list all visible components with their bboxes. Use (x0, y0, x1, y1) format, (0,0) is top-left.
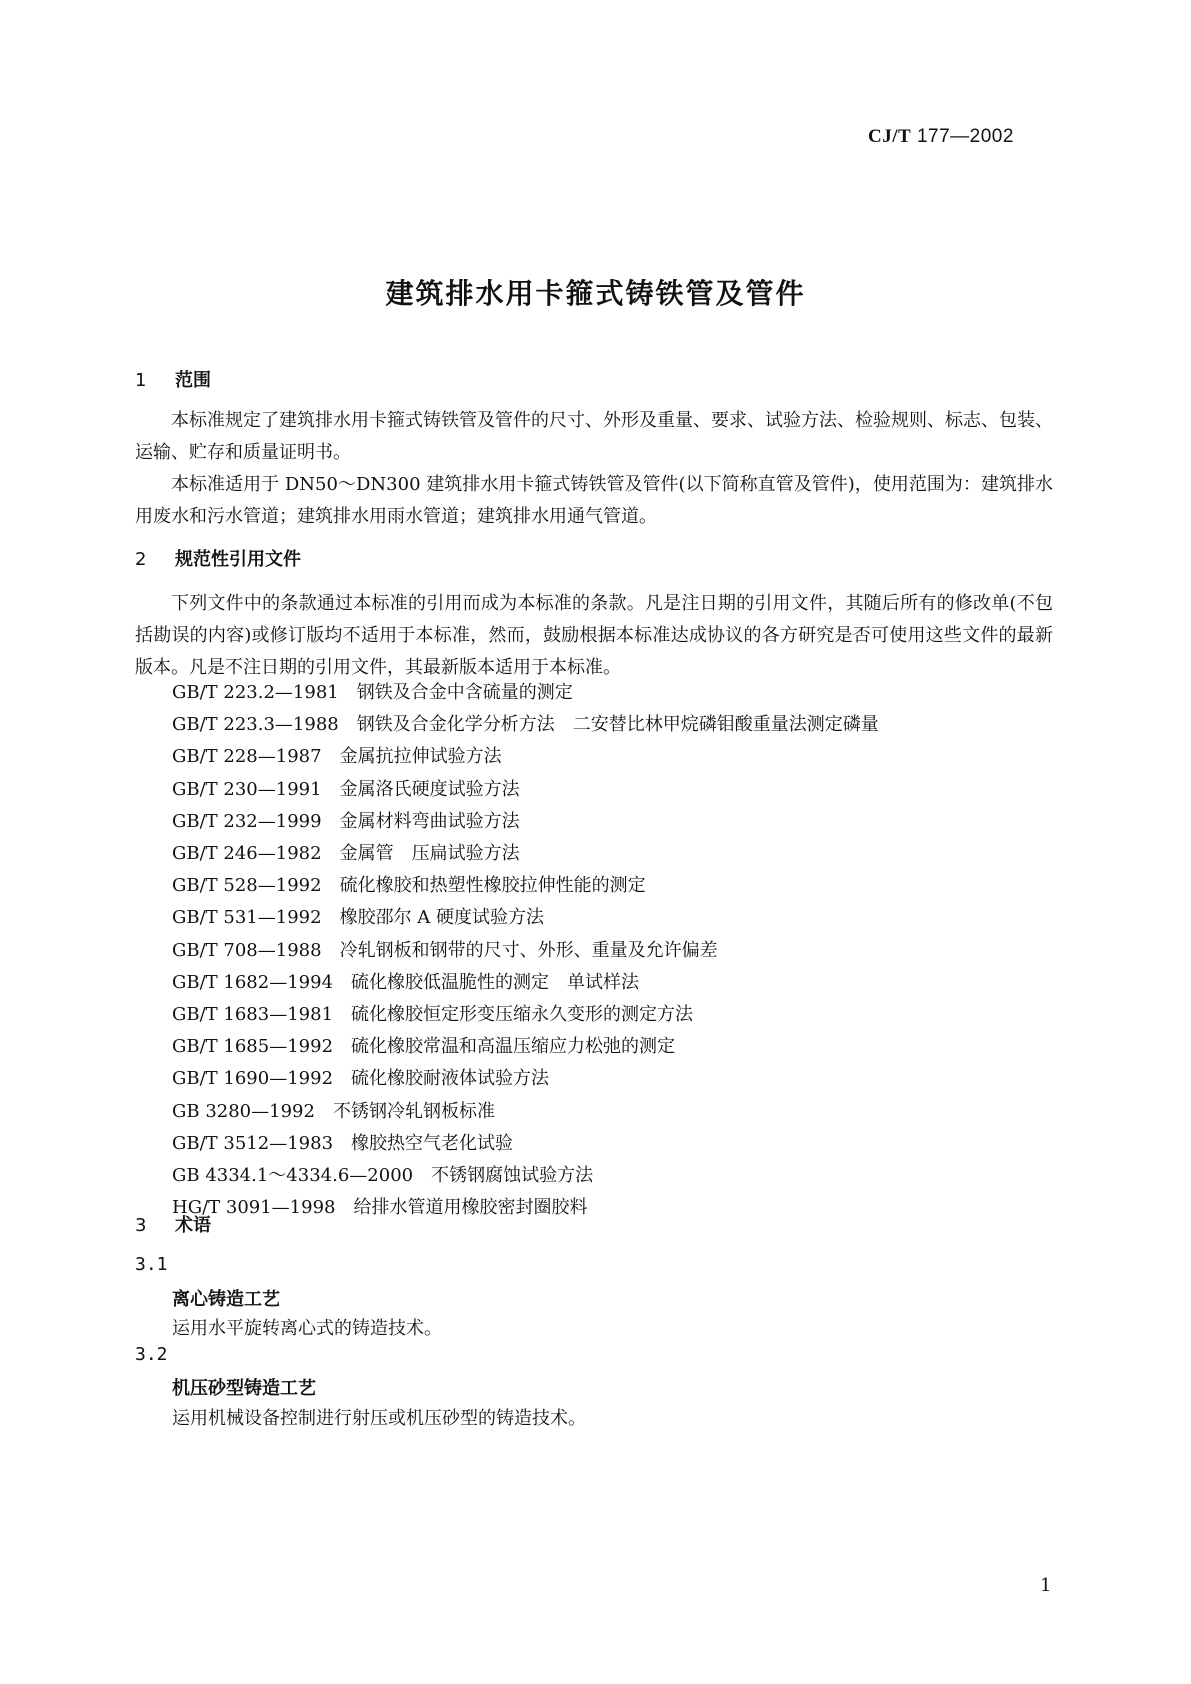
reference-title: 钢铁及合金中含硫量的测定 (356, 682, 573, 703)
reference-item (172, 838, 879, 870)
reference-code: GB/T 246—1982 (172, 843, 322, 865)
reference-title: 不锈钢腐蚀试验方法 (431, 1165, 594, 1187)
reference-code: GB/T 228—1987 (172, 746, 322, 768)
reference-item (172, 1096, 879, 1128)
reference-item (172, 902, 879, 934)
reference-code: GB/T 531—1992 (172, 907, 322, 929)
page-number: 1 (1040, 1575, 1052, 1596)
section-number: 3 (135, 1215, 147, 1236)
reference-title: 硫化橡胶低温脆性的测定 单试样法 (351, 971, 640, 993)
reference-title: 硫化橡胶常温和高温压缩应力松弛的测定 (351, 1036, 676, 1058)
reference-code: GB/T 1685—1992 (172, 1036, 334, 1058)
reference-item (172, 1160, 879, 1192)
reference-code: GB/T 232—1999 (172, 810, 322, 832)
reference-code: HG/T 3091—1998 (172, 1197, 336, 1219)
reference-code: GB/T 708—1988 (172, 939, 322, 961)
term-number: 3.2 (135, 1344, 168, 1365)
reference-item (172, 935, 879, 967)
reference-code: GB/T 1690—1992 (172, 1068, 334, 1090)
reference-code: GB 4334.1～4334.6—2000 (172, 1165, 414, 1187)
reference-list (172, 677, 879, 1224)
reference-title: 金属抗拉伸试验方法 (339, 746, 502, 768)
reference-title: 橡胶邵尔 A 硬度试验方法 (339, 907, 545, 929)
reference-item (172, 870, 879, 902)
references-intro (135, 588, 1053, 684)
paragraph: 本标准适用于 DN50～DN300 建筑排水用卡箍式铸铁管及管件(以下简称直管及管件)，使用范围为：建筑排水用废水和污水管道；建筑排水用雨水管道；建筑排水用通气管道。 (135, 474, 1053, 527)
reference-title: 钢铁及合金化学分析方法 二安替比林甲烷磷钼酸重量法测定磷量 (356, 714, 879, 736)
reference-code: GB 3280—1992 (172, 1100, 315, 1122)
reference-item (172, 806, 879, 838)
reference-title: 金属管 压扁试验方法 (339, 843, 520, 865)
paragraph: 本标准规定了建筑排水用卡箍式铸铁管及管件的尺寸、外形及重量、要求、试验方法、检验规则、标志、包装、运输、贮存和质量证明书。 (135, 410, 1053, 463)
reference-code: GB/T 223.3—1988 (172, 714, 339, 736)
section-heading-terms (135, 1211, 211, 1237)
reference-title: 硫化橡胶耐液体试验方法 (351, 1068, 550, 1090)
reference-title: 橡胶热空气老化试验 (351, 1132, 514, 1154)
reference-title: 金属材料弯曲试验方法 (339, 810, 520, 832)
reference-item (172, 1128, 879, 1160)
reference-code: GB/T 1683—1981 (172, 1004, 334, 1026)
standard-prefix: CJ/T (868, 126, 912, 147)
paragraph: 下列文件中的条款通过本标准的引用而成为本标准的条款。凡是注日期的引用文件，其随后所有的修改单(不包括勘误的内容)或修订版均不适用于本标准，然而，鼓励根据本标准达成协议的各方研究是否可使用这些文件的最新版本。凡是不注日期的引用文件，其最新版本适用于本标准。 (135, 593, 1053, 678)
reference-item (172, 999, 879, 1031)
reference-item (172, 1192, 879, 1224)
reference-title: 金属洛氏硬度试验方法 (339, 778, 520, 800)
reference-title: 硫化橡胶恒定形变压缩永久变形的测定方法 (351, 1004, 694, 1026)
reference-item (172, 774, 879, 806)
standard-number: 177—2002 (916, 126, 1014, 147)
reference-item (172, 741, 879, 773)
scope-body (135, 405, 1053, 533)
reference-item (172, 709, 879, 741)
reference-title: 不锈钢冷轧钢板标准 (332, 1100, 495, 1122)
reference-title: 硫化橡胶和热塑性橡胶拉伸性能的测定 (339, 875, 646, 897)
reference-item (172, 967, 879, 999)
term-title: 离心铸造工艺 (172, 1289, 280, 1310)
section-title: 规范性引用文件 (175, 549, 301, 570)
section-number: 2 (135, 549, 147, 570)
term-title: 机压砂型铸造工艺 (172, 1378, 316, 1399)
reference-title: 冷轧钢板和钢带的尺寸、外形、重量及允许偏差 (339, 939, 718, 961)
section-title: 范围 (175, 370, 211, 391)
reference-code: GB/T 3512—1983 (172, 1132, 334, 1154)
section-number: 1 (135, 370, 147, 391)
reference-title: 给排水管道用橡胶密封圈胶料 (353, 1197, 588, 1219)
document-title: 建筑排水用卡箍式铸铁管及管件 (385, 277, 806, 310)
section-heading-references (135, 545, 301, 571)
reference-code: GB/T 1682—1994 (172, 971, 334, 993)
reference-item (172, 677, 879, 709)
term-definition: 运用机械设备控制进行射压或机压砂型的铸造技术。 (172, 1408, 586, 1429)
reference-code: GB/T 528—1992 (172, 875, 322, 897)
term-number: 3.1 (135, 1254, 168, 1275)
reference-code: GB/T 223.2—1981 (172, 682, 339, 703)
section-heading-scope (135, 366, 211, 392)
reference-item (172, 1031, 879, 1063)
standard-code (868, 126, 1014, 148)
reference-item (172, 1063, 879, 1095)
section-title: 术语 (175, 1215, 211, 1236)
reference-code: GB/T 230—1991 (172, 778, 322, 800)
term-definition: 运用水平旋转离心式的铸造技术。 (172, 1318, 442, 1339)
